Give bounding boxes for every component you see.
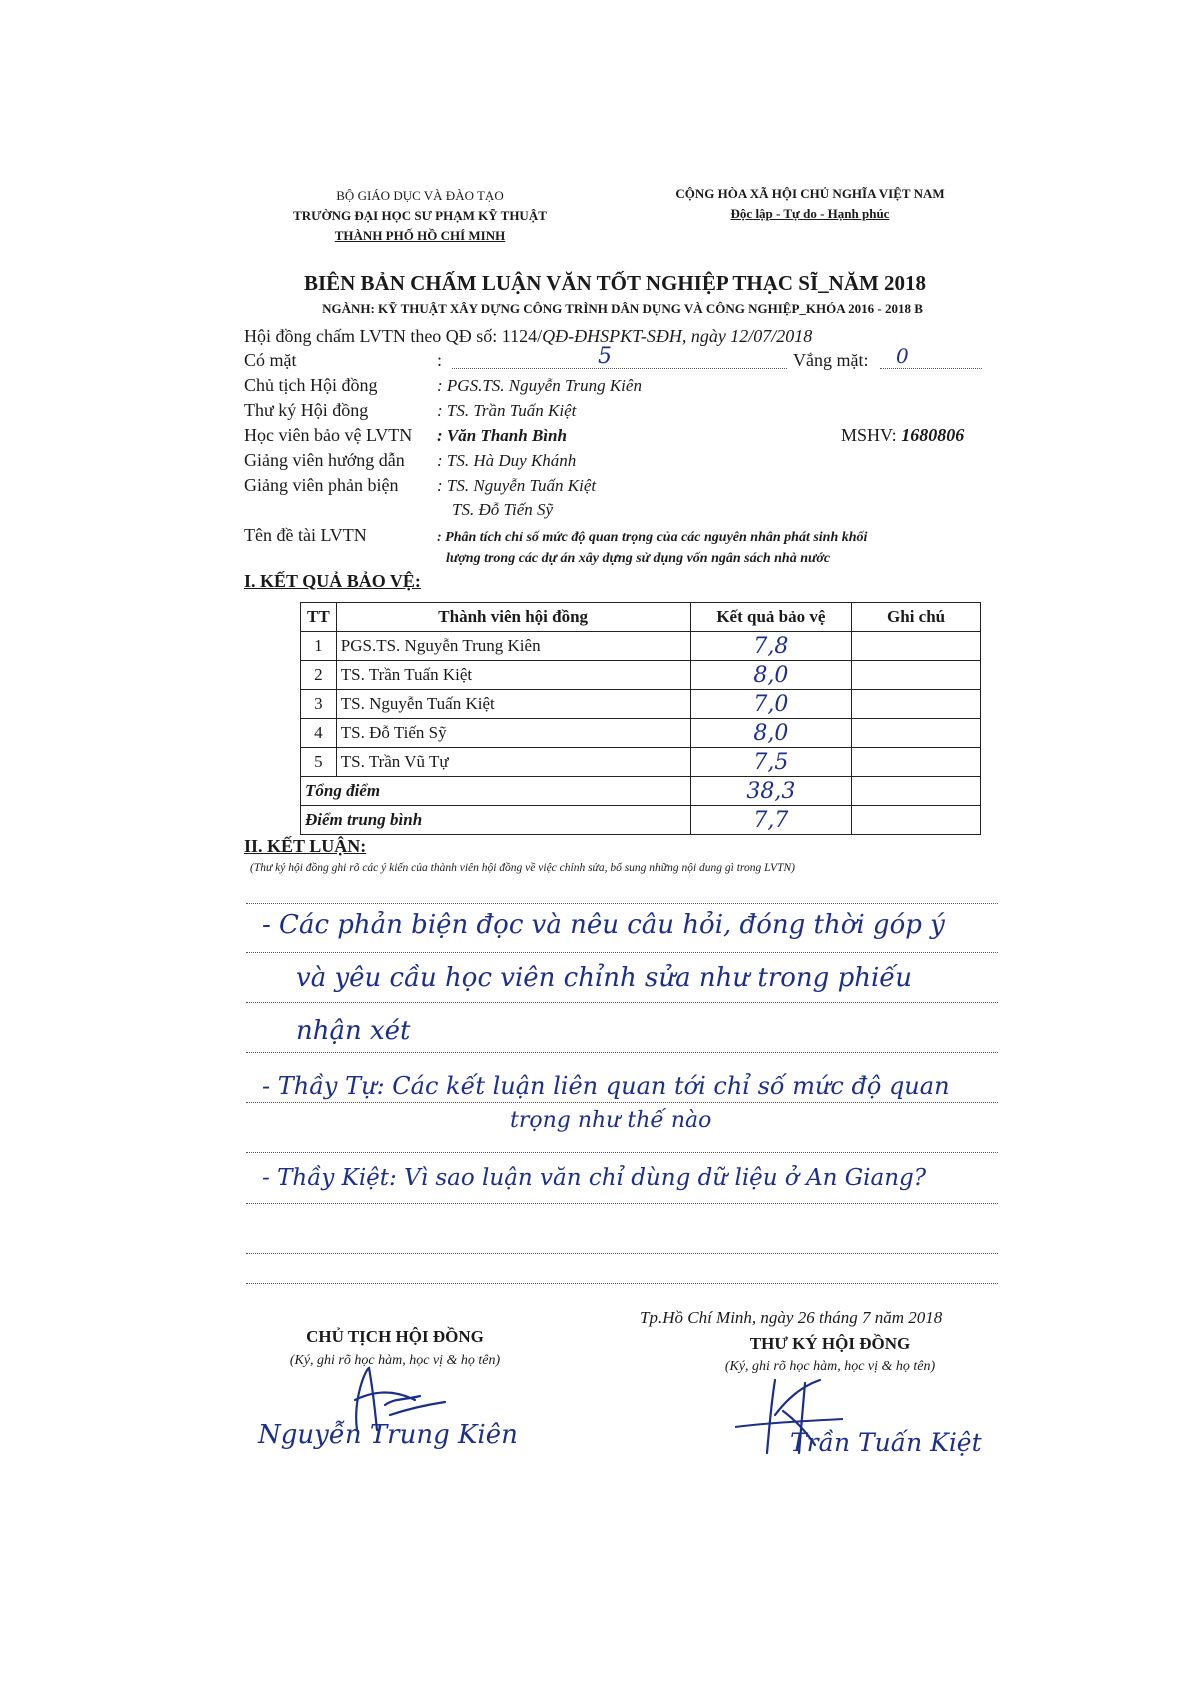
absent-value: 0 [896, 344, 909, 368]
row-tt: 1 [301, 632, 337, 661]
present-value: 5 [598, 344, 612, 369]
absent-label: Vắng mặt: [793, 350, 869, 370]
row-score [690, 632, 852, 661]
section-1-heading: I. KẾT QUẢ BẢO VỆ: [244, 571, 421, 591]
row-tt: 3 [301, 690, 337, 719]
section-2-heading: II. KẾT LUẬN: [244, 836, 367, 856]
date-line: Tp.Hồ Chí Minh, ngày 26 tháng 7 năm 2018 [640, 1308, 943, 1327]
reviewer-1-value: : TS. Nguyễn Tuấn Kiệt [437, 476, 597, 495]
table-row [301, 661, 981, 690]
table-header-row [301, 603, 981, 632]
note-line [246, 952, 998, 953]
decision-label: Hội đồng chấm LVTN theo QĐ số: 1124/ [244, 326, 543, 346]
chair-signature-title: CHỦ TỊCH HỘI ĐỒNG [306, 1327, 484, 1346]
ministry-name: BỘ GIÁO DỤC VÀ ĐÀO TẠO [336, 188, 504, 203]
note-line [246, 1253, 998, 1254]
average-label: Điểm trung bình [301, 806, 691, 835]
row-note [852, 690, 981, 719]
secretary-signed-name: Trần Tuấn Kiệt [790, 1428, 982, 1457]
university-name: TRƯỜNG ĐẠI HỌC SƯ PHẠM KỸ THUẬT [293, 208, 547, 223]
handwritten-note: - Thầy Kiệt: Vì sao luận văn chỉ dùng dữ liệu ở An Giang? [262, 1165, 927, 1191]
note-line [246, 903, 998, 904]
university-city: THÀNH PHỐ HỒ CHÍ MINH [334, 228, 506, 243]
total-label: Tổng điểm [301, 777, 691, 806]
secretary-signature-note: (Ký, ghi rõ học hàm, học vị & họ tên) [724, 1359, 936, 1374]
thesis-label: Tên đề tài LVTN [244, 525, 367, 545]
table-row [301, 632, 981, 661]
secretary-label: Thư ký Hội đồng [244, 400, 369, 420]
secretary-value: : TS. Trần Tuấn Kiệt [437, 401, 577, 420]
secretary-signature-title: THƯ KÝ HỘI ĐỒNG [749, 1334, 911, 1353]
note-line [246, 1152, 998, 1153]
row-member: PGS.TS. Nguyễn Trung Kiên [336, 632, 690, 661]
score-value: 7,5 [753, 749, 789, 775]
row-score [690, 661, 852, 690]
chair-signature-note: (Ký, ghi rõ học hàm, học vị & họ tên) [289, 1353, 501, 1368]
row-score [690, 690, 852, 719]
chair-label: Chủ tịch Hội đồng [244, 375, 378, 395]
row-note [852, 748, 981, 777]
row-member: TS. Trần Tuấn Kiệt [336, 661, 690, 690]
average-note [852, 806, 981, 835]
handwritten-note: - Thầy Tự: Các kết luận liên quan tới chỉ số mức độ quan [262, 1072, 950, 1100]
note-line [246, 1203, 998, 1204]
score-value: 8,0 [753, 662, 789, 688]
note-line [246, 1283, 998, 1284]
reviewer-2-value: TS. Đỗ Tiến Sỹ [452, 500, 554, 519]
present-colon: : [437, 350, 443, 370]
row-tt: 4 [301, 719, 337, 748]
decision-line [244, 326, 812, 347]
document-title: BIÊN BẢN CHẤM LUẬN VĂN TỐT NGHIỆP THẠC SĨ_NĂM 2018 [303, 271, 927, 295]
reviewer-label: Giảng viên phản biện [244, 475, 399, 495]
supervisor-label: Giảng viên hướng dẫn [244, 450, 405, 470]
score-value: 8,0 [753, 720, 789, 746]
total-score [690, 777, 852, 806]
header-note: Ghi chú [852, 603, 981, 632]
row-member: TS. Đỗ Tiến Sỹ [336, 719, 690, 748]
table-row [301, 748, 981, 777]
student-label: Học viên bảo vệ LVTN [244, 425, 413, 445]
motto: Độc lập - Tự do - Hạnh phúc [730, 206, 890, 221]
decision-value: QĐ-ĐHSPKT-SĐH, ngày 12/07/2018 [542, 326, 813, 346]
score-value: 7,0 [753, 691, 789, 717]
section-2-note: (Thư ký hội đồng ghi rõ các ý kiến của thành viên hội đồng về việc chỉnh sửa, bổ sung những nội dung gì trong LVTN) [250, 862, 795, 874]
table-row [301, 719, 981, 748]
document-subtitle: NGÀNH: KỸ THUẬT XÂY DỰNG CÔNG TRÌNH DÂN DỤNG VÀ CÔNG NGHIỆP_KHÓA 2016 - 2018 B [322, 301, 923, 316]
student-id [841, 425, 964, 446]
row-member: TS. Trần Vũ Tự [336, 748, 690, 777]
thesis-title-line1: : Phân tích chỉ số mức độ quan trọng của các nguyên nhân phát sinh khối [437, 530, 868, 545]
thesis-title-line2: lượng trong các dự án xây dựng sử dụng vốn ngân sách nhà nước [446, 551, 831, 566]
note-line [246, 1002, 998, 1003]
handwritten-note: nhận xét [296, 1016, 411, 1046]
supervisor-value: : TS. Hà Duy Khánh [437, 451, 577, 470]
student-id-value: 1680806 [901, 425, 965, 445]
row-note [852, 719, 981, 748]
row-score [690, 719, 852, 748]
results-table [300, 602, 981, 835]
header-tt: TT [301, 603, 337, 632]
present-dotted-line [452, 368, 787, 369]
header-result: Kết quả bảo vệ [690, 603, 852, 632]
present-label: Có mặt [244, 350, 297, 370]
total-row [301, 777, 981, 806]
student-value: : Văn Thanh Bình [437, 426, 567, 445]
note-line [246, 1052, 998, 1053]
row-tt: 2 [301, 661, 337, 690]
score-value: 7,8 [753, 633, 789, 659]
chair-value: : PGS.TS. Nguyễn Trung Kiên [437, 376, 642, 395]
header-member: Thành viên hội đồng [336, 603, 690, 632]
row-member: TS. Nguyễn Tuấn Kiệt [336, 690, 690, 719]
average-score [690, 806, 852, 835]
row-note [852, 661, 981, 690]
student-id-label: MSHV: [841, 425, 902, 445]
note-line [246, 1102, 998, 1103]
republic-name: CỘNG HÒA XÃ HỘI CHỦ NGHĨA VIỆT NAM [675, 186, 945, 201]
handwritten-note: - Các phản biện đọc và nêu câu hỏi, đóng thời góp ý [262, 910, 945, 940]
handwritten-note: và yêu cầu học viên chỉnh sửa như trong phiếu [296, 963, 913, 993]
absent-dotted-line [880, 368, 982, 369]
row-tt: 5 [301, 748, 337, 777]
handwritten-note: trọng như thế nào [510, 1108, 712, 1133]
average-row [301, 806, 981, 835]
row-score [690, 748, 852, 777]
average-value: 7,7 [753, 807, 789, 833]
total-note [852, 777, 981, 806]
row-note [852, 632, 981, 661]
total-value: 38,3 [746, 778, 796, 804]
table-row [301, 690, 981, 719]
chair-signed-name: Nguyễn Trung Kiên [258, 1420, 518, 1450]
